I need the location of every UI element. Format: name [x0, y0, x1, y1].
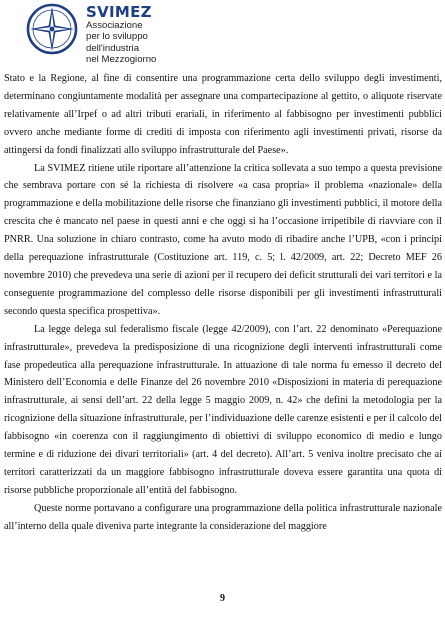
- brand-text: [86, 5, 156, 66]
- brand-subtitle-line: dell'industria: [86, 42, 140, 54]
- brand-subtitle-line: Associazione: [86, 20, 143, 31]
- brand-subtitle-line: nel Mezzogiorno: [86, 54, 157, 66]
- body-paragraph: La legge delega sul federalismo fiscale (legge 42/2009), con l’art. 22 denominato «Perequazione infrastrutturale», prevedeva la predisposizione di una ricognizione degli interventi infrastrutturali come fase propedeutica alla perequazione infrastrutturale. In attuazione di tale norma fu emesso il decreto del Ministero dell’Economia e delle Finanze del 26 novembre 2010 «Disposizioni in materia di perequazione infrastrutturale, ai sensi dell’art. 22 della legge 5 maggio 2009, n. 42» che definì la metodologia per la ricognizione della situazione infrastrutturale, per l’individuazione delle carenze esistenti e per il calcolo del fabbisogno «in coerenza con il raggiungimento di obiettivi di sviluppo economico di medio e lungo termine e di riduzione dei divari territoriali» (art. 4 del decreto). All’art. 5 veniva inoltre precisato che ai territori caratterizzati da un maggiore fabbisogno infrastrutturale doveva essere garantita una quota di risorse pubbliche proporzionale all’entità del fabbisogno.: [4, 323, 442, 496]
- body-paragraph: Stato e la Regione, al fine di consentire una programmazione certa dello sviluppo degli investimenti, determinano congiuntamente modalità per assegnare una compartecipazione al gettito, o aliquote riservate relativamente all’Irpef o ad altri tributi erariali, in riferimento al fabbisogno per investimenti pubblici ovvero anche mediante forme di crediti di imposta con riferimento agli investimenti privati, risorse da attingersi da fondi finalizzati allo sviluppo infrastrutturale del Paese».: [4, 73, 442, 156]
- header-logo: [26, 3, 226, 66]
- body-paragraph: La SVIMEZ ritiene utile riportare all’attenzione la critica sollevata a suo tempo a questa previsione che sembrava portare con sé la richiesta di risolvere «a casa propria» il problema «nazionale» della programmazione e della mobilitazione delle risorse che finanziano gli investimenti pubblici, il motore della crescita che è mancato nel paese in questi anni e che oggi si ha l’occasione irripetibile di riavviare con il PNRR. Una soluzione in chiaro contrasto, come ha avuto modo di ribadire anche l’UPB, «con i principi della perequazione infrastrutturale (Costituzione art. 119, c. 5; l. 42/2009, art. 22; Decreto MEF 26 novembre 2010) che prevedeva una serie di azioni per il recupero dei deficit strutturali dei vari territori e la conseguente programmazione del complesso delle risorse disponibili per gli investimenti infrastrutturali secondo questa specifica prospettiva».: [4, 162, 442, 317]
- body-paragraph: Queste norme portavano a configurare una programmazione della politica infrastrutturale nazionale all’interno della quale diveniva parte integrante la considerazione del maggiore: [4, 502, 442, 532]
- page-number: 9: [220, 593, 225, 604]
- document-body: [4, 70, 442, 536]
- brand-subtitle-line: per lo sviluppo: [86, 31, 148, 43]
- brand-name: SVIMEZ: [86, 3, 152, 21]
- compass-rose-icon: [26, 3, 78, 55]
